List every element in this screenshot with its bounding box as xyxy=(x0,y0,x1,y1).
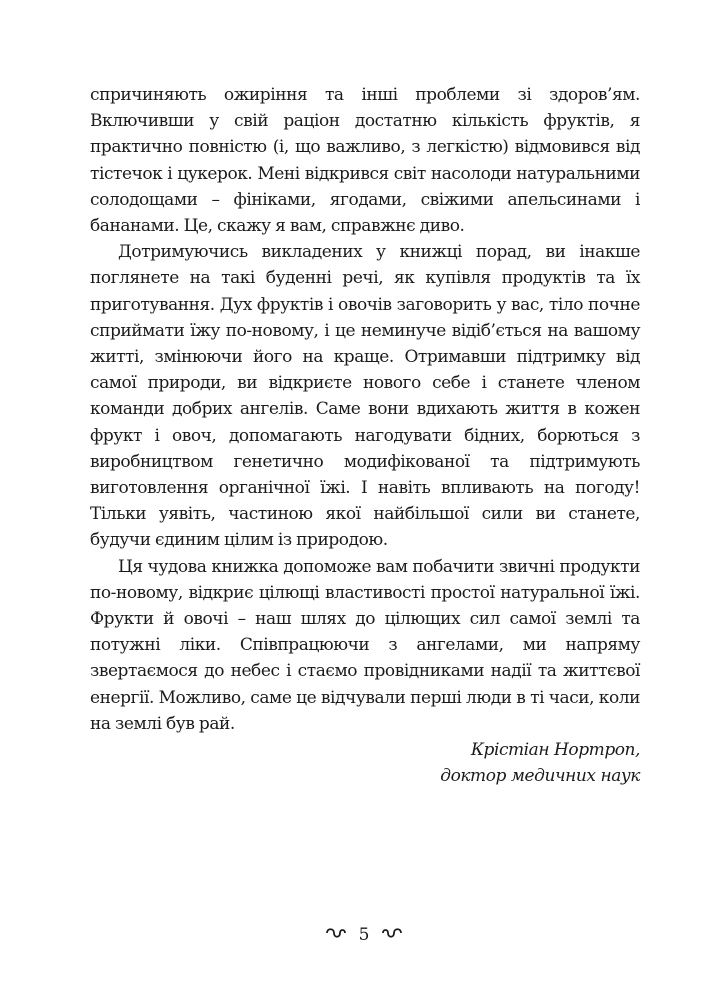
signature-name: Крістіан Нортроп, xyxy=(470,740,640,761)
page-footer xyxy=(0,925,728,945)
paragraph-1: спричиняють ожиріння та інші проблеми зі здоров’ям. Включивши у свій раціон достатню кількість фруктів, я практично повністю (і, що важливо, з легкістю) відмовився від тістечок і цукерок. Мені відкрився світ насолоди натуральними солодощами – фініками, ягодами, свіжими апельсинами і бананами. Це, скажу я вам, справжнє диво. xyxy=(90,85,640,237)
paragraph-2: Дотримуючись викладених у книжці порад, ви інакше поглянете на такі буденні речі, як купівля продуктів та їх приготування. Дух фруктів і овочів заговорить у вас, тіло почне сприймати їжу по-новому, і це неминуче відіб’ється на вашому житті, змінюючи його на краще. Отримавши підтримку від самої природи, ви відкриєте нового себе і станете членом команди добрих ангелів. Саме вони вдихають життя в кожен фрукт і овоч, допомагають нагодувати бідних, борються з виробництвом генетично модифікованої та підтримують виготовлення органічної їжі. І навіть впливають на погоду! Тільки уявіть, частиною якої найбільшої сили ви станете, будучи єдиним цілим із природою. xyxy=(90,242,640,551)
left-ornament-icon xyxy=(325,925,347,944)
page-number: 5 xyxy=(358,925,370,945)
paragraph-3: Ця чудова книжка допоможе вам побачити звичні продукти по-новому, відкриє цілющі властивості простої натуральної їжі. Фрукти й овочі – наш шлях до цілющих сил самої землі та потужні ліки. Співпрацюючи з ангелами, ми напряму звертаємося до небес і стаємо провідниками надії та життєвої енергії. Можливо, саме це відчували перші люди в ті часи, коли на землі був рай. xyxy=(90,556,640,734)
body-text xyxy=(90,82,640,789)
right-ornament-icon xyxy=(381,925,403,944)
signature-title: доктор медичних наук xyxy=(440,766,640,787)
